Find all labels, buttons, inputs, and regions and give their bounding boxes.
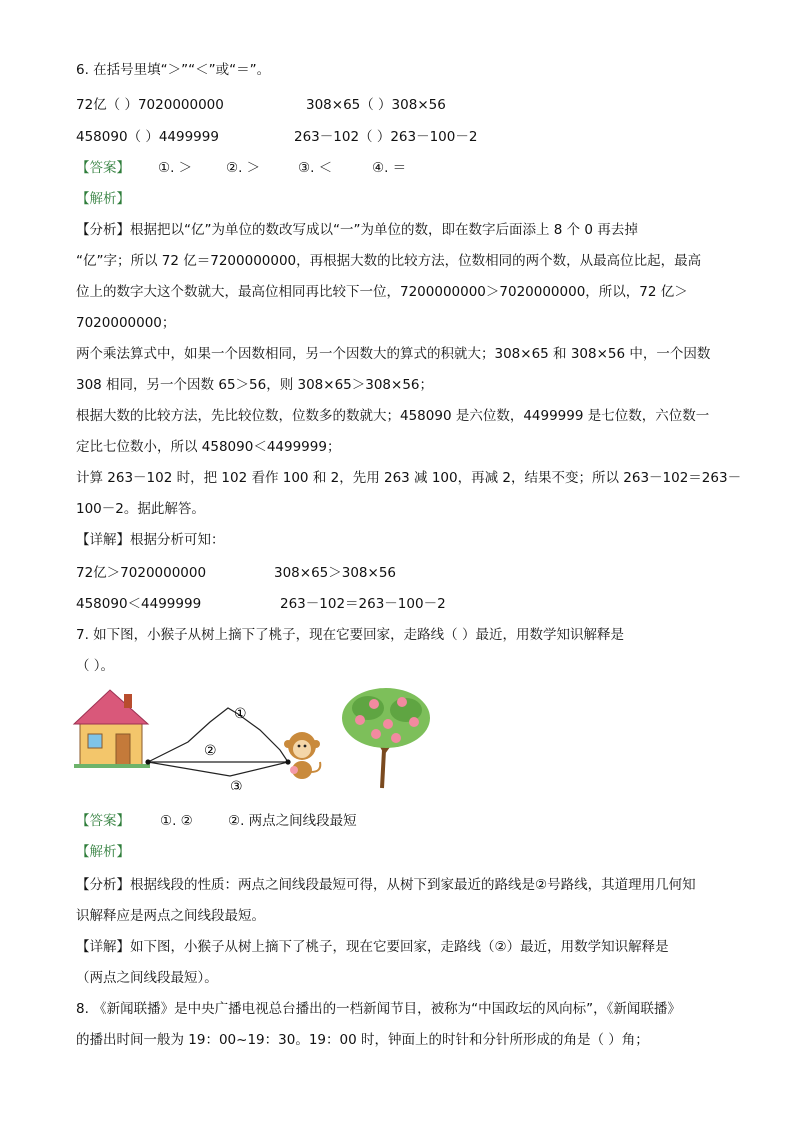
q7-answer-1: ①. ②	[160, 813, 193, 829]
q7-answer-label: 【答案】	[76, 813, 130, 829]
q7-answer-2: ②. 两点之间线段最短	[228, 813, 357, 829]
q6-detail-3: 458090＜4499999	[76, 596, 202, 612]
q7-question-line: 7. 如下图，小猴子从树上摘下了桃子，现在它要回家，走路线（ ）最近，用数学知识解释是	[76, 627, 624, 643]
route-3-path	[148, 762, 288, 776]
route-label-1: ①	[234, 706, 247, 722]
q6-analysis-line: 【分析】根据把以“亿”为单位的数改写成以“一”为单位的数，即在数字后面添上 8 个 0 再去掉	[76, 222, 638, 238]
q6-analysis-line: 308 相同，另一个因数 65＞56，则 308×65＞308×56；	[76, 377, 434, 393]
q6-analysis-line: 位上的数字大这个数就大，最高位相同再比较下一位，7200000000＞7020000000，所以，72 亿＞	[76, 284, 688, 300]
q6-answer-4: ④. ＝	[372, 160, 407, 176]
q6-answer-2: ②. ＞	[226, 160, 261, 176]
q6-title: 6. 在括号里填“＞”“＜”或“＝”。	[76, 62, 271, 78]
q6-analysis-line: 定比七位数小，所以 458090＜4499999；	[76, 439, 341, 455]
q6-analysis-label: 【解析】	[76, 191, 130, 207]
q6-analysis-line: 7020000000；	[76, 315, 176, 331]
q6-detail-1: 72亿＞7020000000	[76, 565, 207, 581]
q6-compare-4: 263－102（ ）263－100－2	[294, 129, 478, 145]
q7-analysis-line: 识解释应是两点之间线段最短。	[76, 908, 265, 924]
q7-analysis-label: 【解析】	[76, 844, 130, 860]
q6-analysis-line: 计算 263－102 时，把 102 看作 100 和 2，先用 263 减 100，再减 2，结果不变；所以 263－102＝263－	[76, 470, 742, 486]
house-icon	[74, 690, 150, 768]
q6-compare-3: 458090（ ）4499999	[76, 129, 219, 145]
q6-detail-4: 263－102＝263－100－2	[280, 596, 446, 612]
q6-analysis-line: 两个乘法算式中，如果一个因数相同，另一个因数大的算式的积就大；308×65 和 308×56 中，一个因数	[76, 346, 711, 362]
route-1-path	[148, 708, 288, 762]
q6-analysis-line: 100－2。据此解答。	[76, 501, 205, 517]
q6-answer-1: ①. ＞	[158, 160, 193, 176]
q6-analysis-line: 根据大数的比较方法，先比较位数，位数多的数就大；458090 是六位数，4499999 是七位数，六位数一	[76, 408, 710, 424]
q8-question-line: 8. 《新闻联播》是中央广播电视总台播出的一档新闻节目，被称为“中国政坛的风向标”，《新闻联播》	[76, 1001, 681, 1017]
q7-detail-line: （两点之间线段最短）。	[76, 970, 218, 986]
q8-question-line: 的播出时间一般为 19：00~19：30。19：00 时，钟面上的时针和分针所形成的角是（ ）角；	[76, 1032, 649, 1048]
q6-answer-3: ③. ＜	[298, 160, 333, 176]
q6-compare-1: 72亿（ ）7020000000	[76, 97, 224, 113]
q7-analysis-line: 【分析】根据线段的性质：两点之间线段最短可得，从树下到家最近的路线是②号路线，其道理用几何知	[76, 877, 696, 893]
q6-analysis-line: “亿”字；所以 72 亿＝7200000000，再根据大数的比较方法，位数相同的两个数，从最高位比起，最高	[76, 253, 702, 269]
q6-detail-2: 308×65＞308×56	[274, 565, 397, 581]
monkey-icon	[284, 732, 320, 779]
route-figure	[70, 680, 440, 790]
q6-detail-label: 【详解】根据分析可知：	[76, 532, 225, 548]
peach-tree-icon	[342, 688, 430, 788]
q7-question-line: （ ）。	[76, 658, 115, 674]
route-label-3: ③	[230, 779, 243, 790]
q6-answer-label: 【答案】	[76, 160, 130, 176]
route-label-2: ②	[204, 743, 217, 759]
routes	[145, 708, 290, 776]
q7-detail-line: 【详解】如下图，小猴子从树上摘下了桃子，现在它要回家，走路线（②）最近，用数学知识解释是	[76, 939, 669, 955]
q6-compare-2: 308×65（ ）308×56	[306, 97, 446, 113]
